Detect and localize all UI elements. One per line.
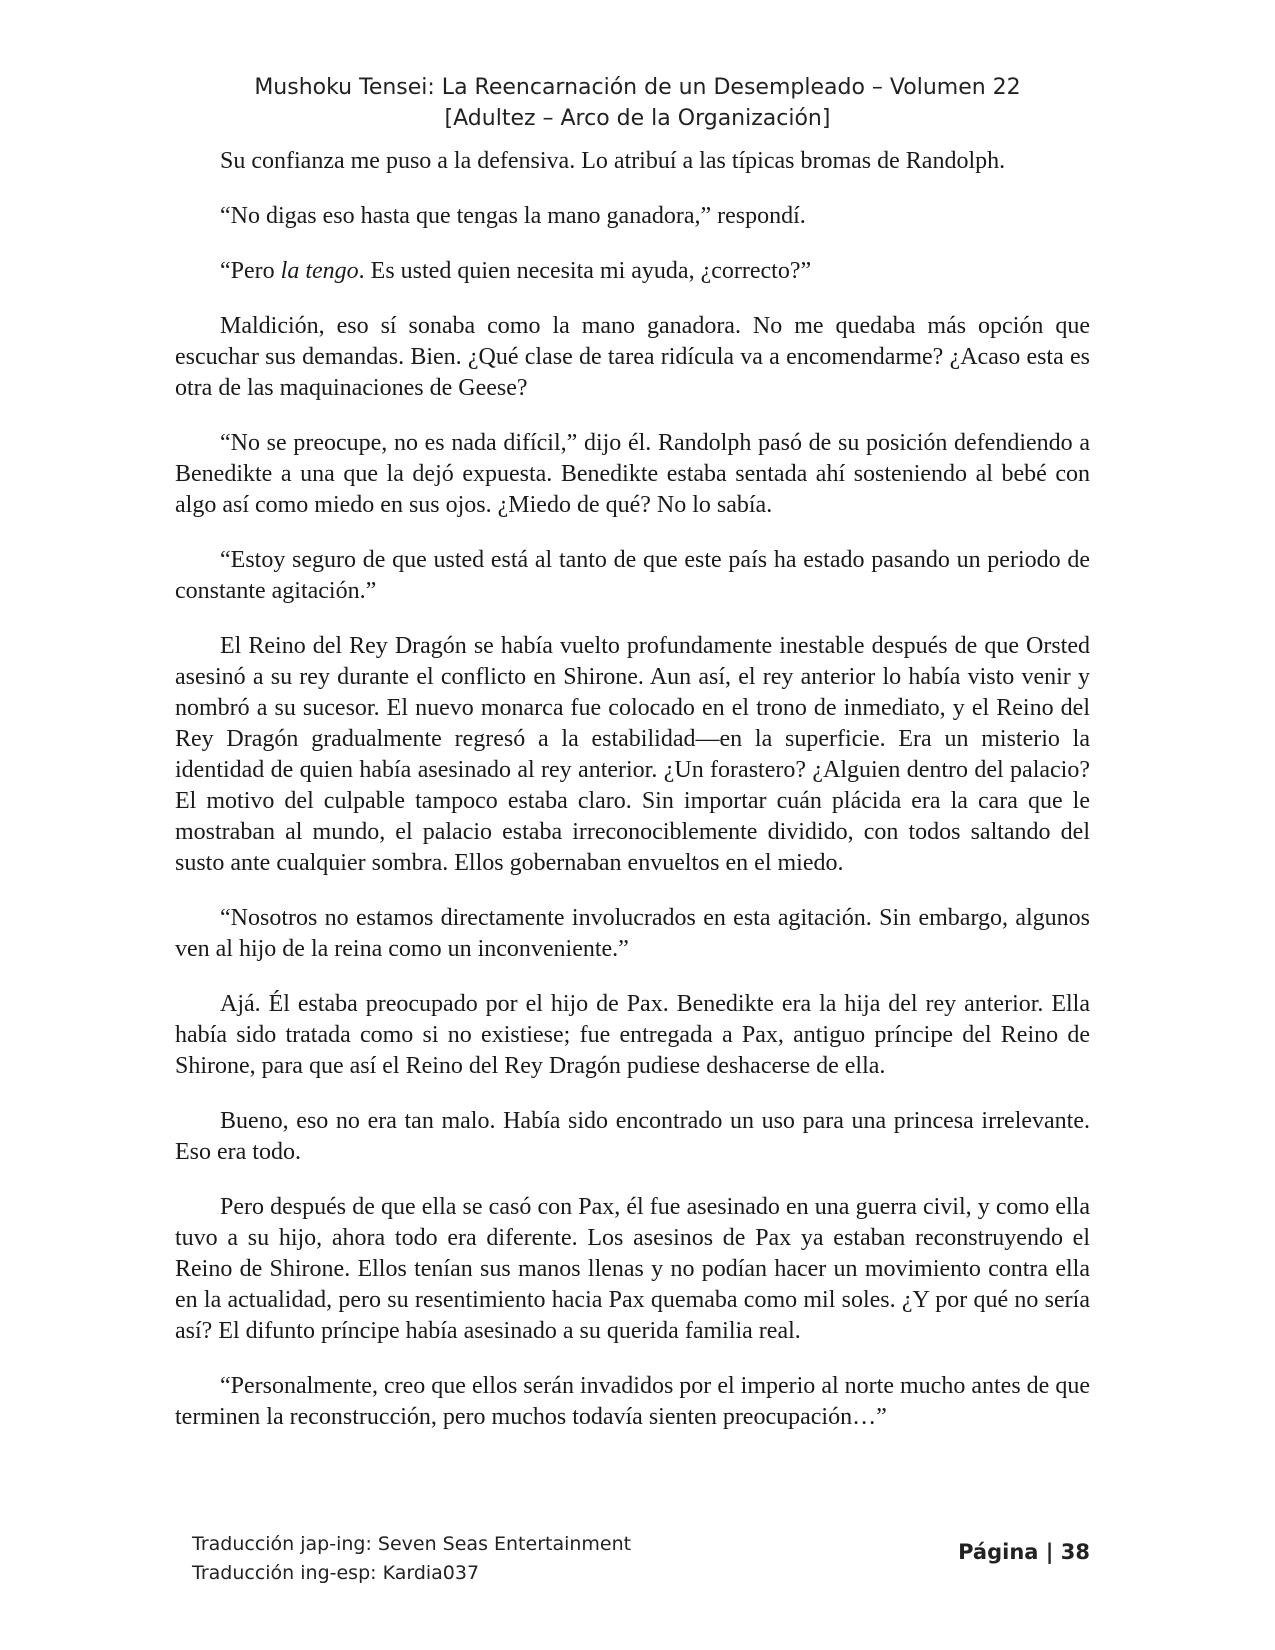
paragraph: Bueno, eso no era tan malo. Había sido encontrado un uso para una princesa irrelevante. Eso era todo. bbox=[175, 1108, 1090, 1165]
paragraph: Maldición, eso sí sonaba como la mano ganadora. No me quedaba más opción que escuchar sus demandas. Bien. ¿Qué clase de tarea ridícula va a encomendarme? ¿Acaso esta es otra de las maquinaciones de Geese? bbox=[175, 313, 1090, 401]
paragraph: “Nosotros no estamos directamente involucrados en esta agitación. Sin embargo, algunos ven al hijo de la reina como un inconveniente.” bbox=[175, 905, 1090, 962]
emphasis-text: la tengo bbox=[280, 258, 359, 284]
paragraph: El Reino del Rey Dragón se había vuelto profundamente inestable después de que Orsted asesinó a su rey durante el conflicto en Shirone. Aun así, el rey anterior lo había visto venir y nombró a su sucesor. El nuevo monarca fue colocado en el trono de inmediato, y el Reino del Rey Dragón gradualmente regresó a la estabilidad—en la superficie. Era un misterio la identidad de quien había asesinado al rey anterior. ¿Un forastero? ¿Alguien dentro del palacio? El motivo del culpable tampoco estaba claro. Sin importar cuán plácida era la cara que le mostraban al mundo, el palacio estaba irreconociblemente dividido, con todos saltando del susto ante cualquier sombra. Ellos gobernaban envueltos en el miedo. bbox=[175, 633, 1090, 876]
page-footer bbox=[192, 1530, 1090, 1588]
paragraph bbox=[175, 256, 1090, 287]
paragraph: “Personalmente, creo que ellos serán invadidos por el imperio al norte mucho antes de que terminen la reconstrucción, pero muchos todavía sienten preocupación…” bbox=[175, 1373, 1090, 1430]
page-header bbox=[0, 72, 1275, 134]
paragraph-text: “Pero bbox=[220, 258, 281, 284]
paragraph: Su confianza me puso a la defensiva. Lo atribuí a las típicas bromas de Randolph. bbox=[220, 148, 1006, 174]
credit-line: Traducción jap-ing: Seven Seas Entertainment bbox=[192, 1533, 632, 1555]
page-number-value: 38 bbox=[1060, 1540, 1090, 1564]
header-title: Mushoku Tensei: La Reencarnación de un Desempleado – Volumen 22 bbox=[254, 75, 1021, 100]
paragraph: “No digas eso hasta que tengas la mano ganadora,” respondí. bbox=[220, 203, 806, 229]
page-number bbox=[958, 1538, 1090, 1567]
paragraph: “No se preocupe, no es nada difícil,” dijo él. Randolph pasó de su posición defendiendo a Benedikte a una que la dejó expuesta. Benedikte estaba sentada ahí sosteniendo al bebé con algo así como miedo en sus ojos. ¿Miedo de qué? No lo sabía. bbox=[175, 430, 1090, 518]
paragraph: “Estoy seguro de que usted está al tanto de que este país ha estado pasando un periodo de constante agitación.” bbox=[175, 547, 1090, 604]
page-label: Página bbox=[958, 1540, 1039, 1564]
paragraph: Pero después de que ella se casó con Pax, él fue asesinado en una guerra civil, y como ella tuvo a su hijo, ahora todo era diferente. Los asesinos de Pax ya estaban reconstruyendo el Reino de Shirone. Ellos tenían sus manos llenas y no podían hacer un movimiento contra ella en la actualidad, pero su resentimiento hacia Pax quemaba como mil soles. ¿Y por qué no sería así? El difunto príncipe había asesinado a su querida familia real. bbox=[175, 1194, 1090, 1344]
credit-line: Traducción ing-esp: Kardia037 bbox=[192, 1562, 480, 1584]
paragraph-text: . Es usted quien necesita mi ayuda, ¿correcto?” bbox=[358, 258, 812, 284]
body-text bbox=[175, 146, 1090, 1457]
page-separator: | bbox=[1045, 1540, 1054, 1564]
translation-credits bbox=[192, 1530, 631, 1588]
paragraph: Ajá. Él estaba preocupado por el hijo de Pax. Benedikte era la hija del rey anterior. Ella había sido tratada como si no existiese; fue entregada a Pax, antiguo príncipe del Reino de Shirone, para que así el Reino del Rey Dragón pudiese deshacerse de ella. bbox=[175, 991, 1090, 1079]
header-subtitle: [Adultez – Arco de la Organización] bbox=[444, 106, 831, 131]
